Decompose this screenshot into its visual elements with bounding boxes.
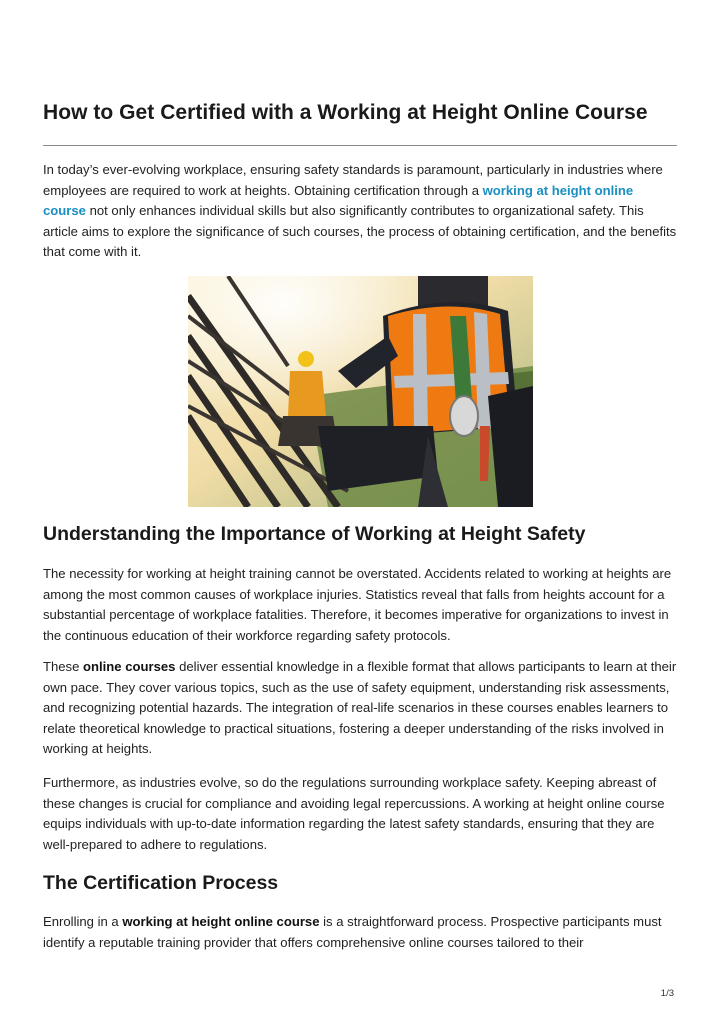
article-title: How to Get Certified with a Working at Height Online Course (43, 101, 648, 124)
p2-text-before: These (43, 659, 84, 674)
importance-paragraph-2 (43, 657, 679, 760)
course-link[interactable]: working at height online course (43, 182, 634, 219)
intro-text-before: In today’s ever-evolving workplace, ensuring safety standards is paramount, particularly in industries where employees are required to work at heights. Obtaining certification through a (43, 162, 663, 198)
worker-at-height-photo (188, 276, 533, 507)
page-number: 1/3 (660, 988, 674, 999)
importance-paragraph-3: Furthermore, as industries evolve, so do the regulations surrounding workplace safety. Keeping abreast of these changes is crucial for compliance and avoiding legal repercussions. A working at height online course equips individuals with up-to-date information regarding the latest safety standards, ensuring that they are well-prepared to adhere to regulations. (43, 775, 665, 852)
intro-text-after: not only enhances individual skills but also significantly contributes to organizational safety. This article aims to explore the significance of such courses, the process of obtaining certification, and the benefits that come with it. (43, 203, 677, 260)
certification-paragraph-1 (43, 912, 679, 953)
cert-bold-course: working at height online course (122, 914, 320, 929)
section-heading-importance: Understanding the Importance of Working at Height Safety (43, 523, 586, 545)
section-heading-certification: The Certification Process (43, 872, 279, 894)
cert-text-after: is a straightforward process. Prospective participants must identify a reputable training provider that offers comprehensive online courses tailored to their (43, 914, 662, 950)
cert-text-before: Enrolling in a (43, 914, 123, 929)
p2-bold-online-courses: online courses (83, 659, 176, 674)
p2-text-after: deliver essential knowledge in a flexible format that allows participants to learn at their own pace. They cover various topics, such as the use of safety equipment, understanding risk assessments, and recognizing potential hazards. The integration of real-life scenarios in these courses enables learners to relate theoretical knowledge to practical situations, fostering a deeper understanding of the risks involved in working at heights. (43, 659, 677, 757)
importance-paragraph-1: The necessity for working at height training cannot be overstated. Accidents related to working at heights are among the most common causes of workplace injuries. Statistics reveal that falls from heights account for a substantial percentage of workplace fatalities. Therefore, it becomes imperative for organizations to invest in the continuous education of their workforce regarding safety protocols. (43, 566, 672, 643)
intro-paragraph (43, 160, 679, 263)
title-divider (43, 145, 677, 146)
